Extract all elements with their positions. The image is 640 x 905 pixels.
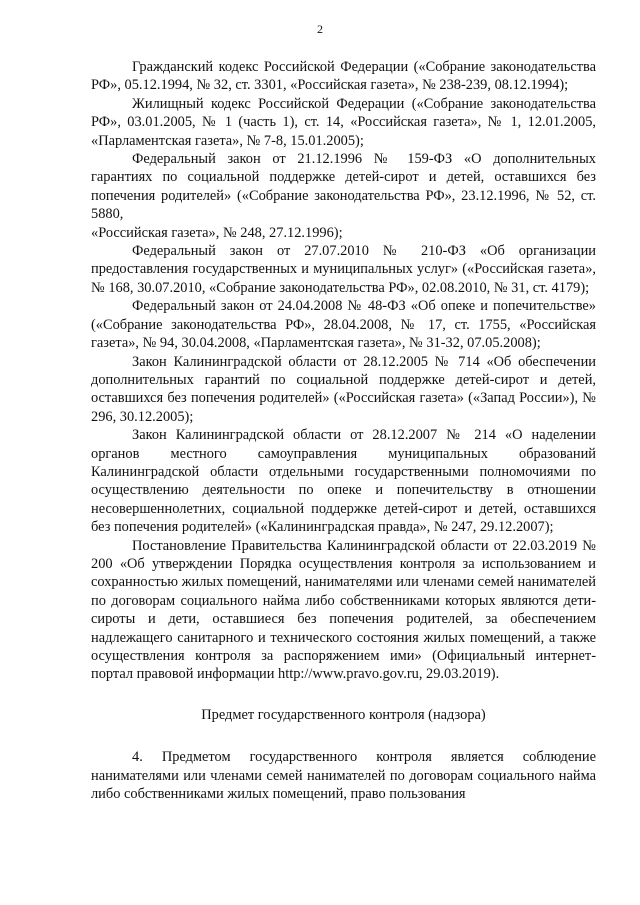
- paragraph-federal-law-210: Федеральный закон от 27.07.2010 № 210-ФЗ «Об организации предоставления государственных и муниципальных услуг» («Российская газета», № 168, 30.07.2010, «Собрание законодательства РФ», 02.08.2010, № 31, ст. 4179);: [91, 243, 596, 296]
- paragraph-regional-law-714: Закон Калининградской области от 28.12.2005 № 714 «Об обеспечении дополнительных гарантий по социальной поддержке детей-сирот и детей, оставшихся без попечения родителей» («Российская газета» («Запад России»), № 296, 30.12.2005);: [91, 353, 596, 425]
- paragraph-civil-code: Гражданский кодекс Российской Федерации («Собрание законодательства РФ», 05.12.1994, № 32, ст. 3301, «Российская газета», № 238-239, 08.12.1994);: [91, 59, 596, 94]
- paragraph-federal-law-159-continued: «Российская газета», № 248, 27.12.1996);: [91, 224, 343, 241]
- section-title: Предмет государственного контроля (надзора): [201, 706, 486, 723]
- paragraph-government-resolution-200: Постановление Правительства Калининградской области от 22.03.2019 № 200 «Об утверждении Порядка осуществления контроля за использованием и сохранностью жилых помещений, нанимателями или членами семей нанимателей по договорам социального найма либо собственниками которых являются дети-сироты и дети, оставшиеся без попечения родителей, за обеспечением надлежащего санитарного и технического состояния жилых помещений, а также осуществления контроля за распоряжением ими» (Официальный интернет-портал правовой информации http://www.pravo.gov.ru, 29.03.2019).: [91, 537, 596, 683]
- paragraph-federal-law-159: Федеральный закон от 21.12.1996 № 159-ФЗ «О дополнительных гарантиях по социальной поддержке детей-сирот и детей, оставшихся без попечения родителей» («Собрание законодательства РФ», 23.12.1996, № 52, ст. 5880,: [91, 151, 596, 223]
- page-number: 2: [317, 22, 323, 36]
- paragraph-federal-law-48: Федеральный закон от 24.04.2008 № 48-ФЗ «Об опеке и попечительстве» («Собрание законодательства РФ», 28.04.2008, № 17, ст. 1755, «Российская газета», № 94, 30.04.2008, «Парламентская газета», № 31-32, 07.05.2008);: [91, 298, 596, 352]
- paragraph-housing-code: Жилищный кодекс Российской Федерации («Собрание законодательства РФ», 03.01.2005, № 1 (часть 1), ст. 14, «Российская газета», № 1, 12.01.2005, «Парламентская газета», № 7-8, 15.01.2005);: [91, 95, 596, 149]
- document-body: [91, 58, 596, 803]
- paragraph-clause-4: 4. Предметом государственного контроля является соблюдение нанимателями или членами семей нанимателей по договорам социального найма либо собственниками жилых помещений, право пользования: [91, 749, 596, 803]
- paragraph-regional-law-214: Закон Калининградской области от 28.12.2007 № 214 «О наделении органов местного самоуправления муниципальных образований Калининградской области отдельными государственными полномочиями по осуществлению деятельности по опеке и попечительству в отношении несовершеннолетних, социальной поддержке детей-сирот и детей, оставшихся без попечения родителей» («Калининградская правда», № 247, 29.12.2007);: [91, 427, 596, 536]
